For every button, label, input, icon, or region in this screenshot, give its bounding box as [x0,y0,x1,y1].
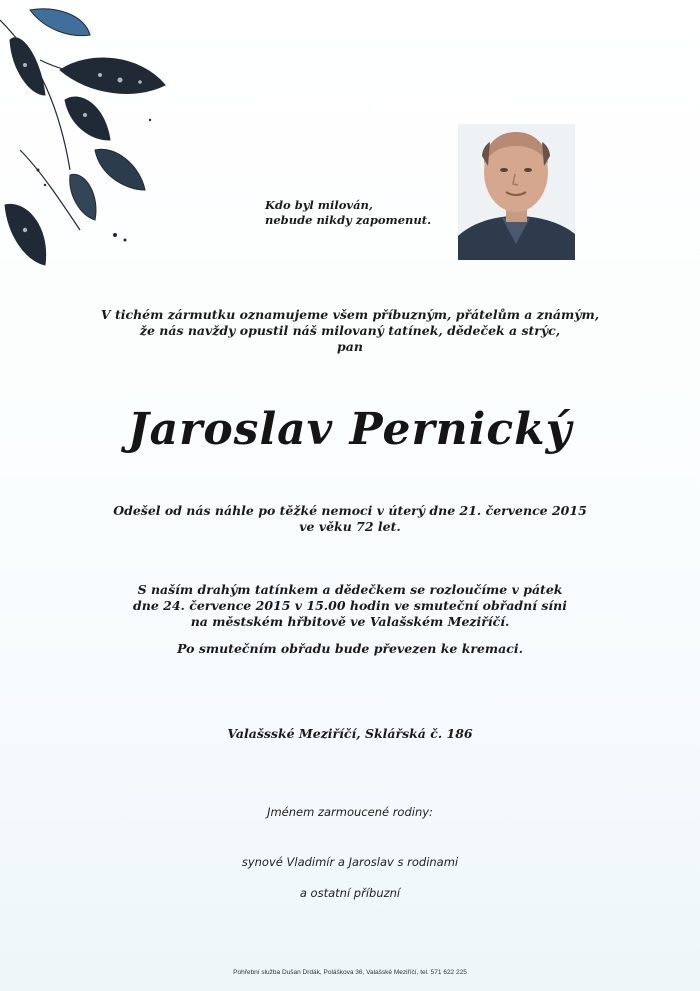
announcement-line: že nás navždy opustil náš milovaný tatínek, dědeček a strýc, [139,323,561,338]
cremation-notice [0,641,700,657]
family-others: a ostatní příbuzní [299,886,401,900]
funeral-line: S naším drahým tatínkem a dědečkem se rozloučíme v pátek [137,582,563,597]
epigraph [265,198,431,228]
death-notice-line: ve věku 72 let. [299,519,401,534]
funeral-line: dne 24. července 2015 v 15.00 hodin ve smuteční obřadní síni [133,598,567,613]
deceased-name: Jaroslav Pernický [127,404,573,455]
family-intro: Jménem zarmoucené rodiny: [267,805,433,819]
funeral-service-footer: Pohřební služba Dušan Drdák, Poláškova 36, Valašské Meziříčí, tel. 571 622 225 [233,969,467,976]
death-notice [0,503,700,535]
epigraph-line: Kdo byl milován, [265,198,373,212]
announcement-line: pan [337,339,363,354]
death-notice-line: Odešel od nás náhle po těžké nemoci v úterý dne 21. července 2015 [113,503,587,518]
address-line: Valašsské Meziříčí, Sklářská č. 186 [227,726,473,741]
portrait-photo [458,124,575,260]
funeral-details [0,582,700,630]
leaf-branch-icon [0,0,180,280]
funeral-line: na městském hřbitově ve Valašském Meziříčí. [190,614,510,629]
announcement [0,307,700,355]
announcement-line: V tichém zármutku oznamujeme všem příbuzným, přátelům a známým, [100,307,600,322]
epigraph-line: nebude nikdy zapomenut. [265,213,432,227]
address [0,726,700,742]
family-sons: synové Vladimír a Jaroslav s rodinami [241,855,459,869]
cremation-line: Po smutečním obřadu bude převezen ke kremaci. [177,641,523,656]
